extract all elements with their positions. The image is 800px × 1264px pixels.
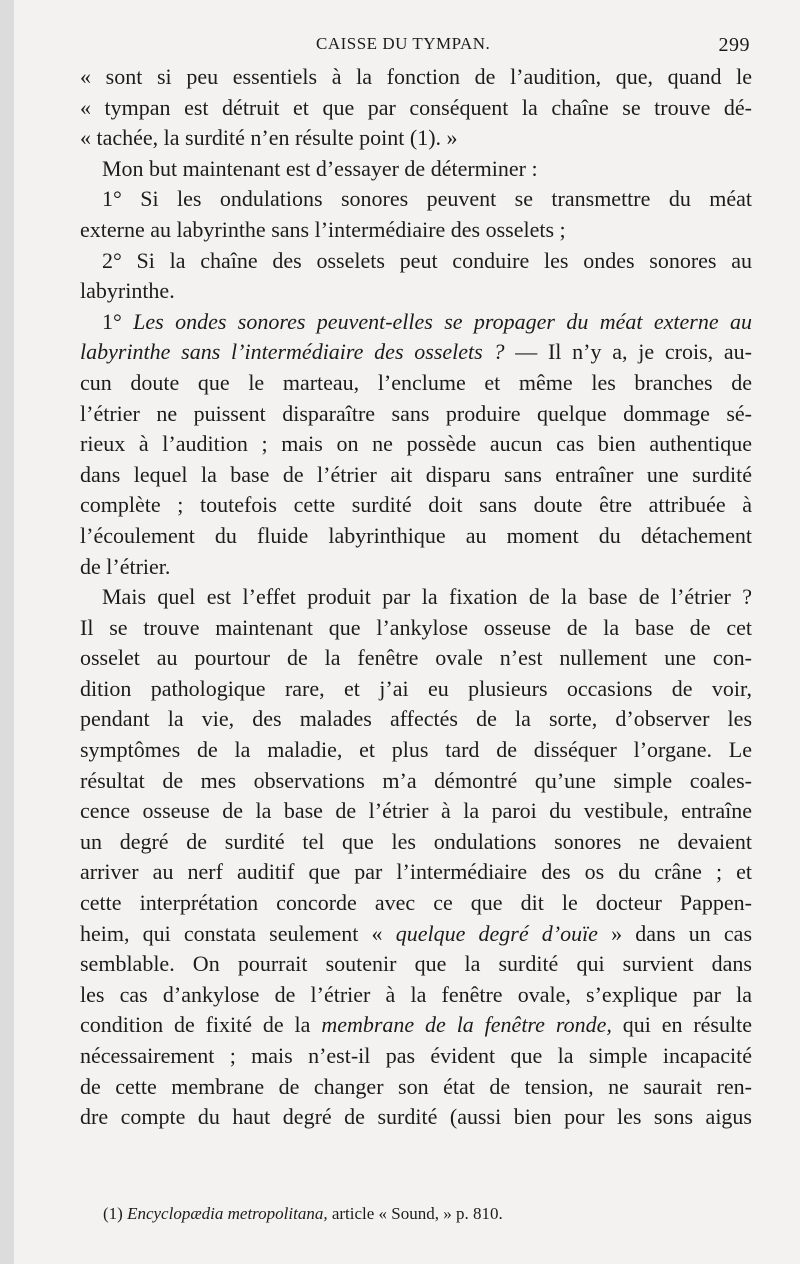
- running-head: [0, 34, 800, 60]
- text-span: heim, qui constata seulement «: [80, 920, 396, 946]
- text-line: un degré de surdité tel que les ondulations sonores ne devaient: [80, 828, 752, 854]
- footnote-title: Encyclopædia metropolitana,: [127, 1204, 328, 1223]
- text-span: — Il n’y a, je crois, au-: [504, 339, 752, 365]
- enumeration-number: 1°: [102, 308, 134, 334]
- italic-quote: quelque degré d’ouïe: [395, 920, 598, 946]
- page-number: 299: [718, 34, 750, 56]
- text-line: Il se trouve maintenant que l’ankylose osseuse de la base de cet: [80, 614, 752, 640]
- footnote-text: article « Sound, » p. 810.: [327, 1204, 503, 1223]
- text-line: l’étrier ne puissent disparaître sans produire quelque dommage sé-: [80, 400, 752, 426]
- text-line: « sont si peu essentiels à la fonction de l’audition, que, quand le: [80, 64, 752, 89]
- text-line: Mais quel est l’effet produit par la fixation de la base de l’étrier ?: [102, 584, 752, 610]
- text-line: osselet au pourtour de la fenêtre ovale n’est nullement une con-: [80, 645, 752, 671]
- text-line: de l’étrier.: [80, 553, 171, 579]
- text-line: « tympan est détruit et que par conséquent la chaîne se trouve dé-: [80, 94, 752, 120]
- text-line: rieux à l’audition ; mais on ne possède aucun cas bien authentique: [80, 431, 752, 457]
- text-line: cence osseuse de la base de l’étrier à la paroi du vestibule, entraîne: [80, 798, 752, 824]
- text-line: arriver au nerf auditif que par l’intermédiaire des os du crâne ; et: [80, 859, 752, 885]
- text-line: dans lequel la base de l’étrier ait disparu sans entraîner une surdité: [80, 461, 752, 487]
- text-span: » dans un cas: [597, 920, 753, 946]
- text-line: externe au labyrinthe sans l’intermédiaire des osselets ;: [80, 216, 566, 242]
- text-line: nécessairement ; mais n’est-il pas évident que la simple incapacité: [80, 1043, 752, 1068]
- text-line: semblable. On pourrait soutenir que la surdité qui survient dans: [80, 951, 752, 977]
- text-line: [80, 307, 752, 338]
- text-line: cun doute que le marteau, l’enclume et même les branches de: [80, 369, 752, 395]
- text-line: Mon but maintenant est d’essayer de déterminer :: [102, 155, 538, 181]
- text-line: l’écoulement du fluide labyrinthique au moment du détachement: [80, 522, 752, 548]
- text-line: pendant la vie, des malades affectés de la sorte, d’observer les: [80, 706, 752, 732]
- italic-heading: Les ondes sonores peuvent-elles se propager du méat externe au: [133, 308, 752, 334]
- text-line: résultat de mes observations m’a démontré qu’une simple coales-: [80, 767, 752, 793]
- footnote-marker: (1): [103, 1204, 128, 1223]
- text-line: [80, 337, 752, 368]
- text-line: [80, 1010, 752, 1041]
- text-span: condition de fixité de la: [80, 1012, 322, 1038]
- text-line: « tachée, la surdité n’en résulte point (1). »: [80, 125, 458, 151]
- page-gutter: [0, 0, 14, 1264]
- text-line: labyrinthe.: [80, 278, 175, 304]
- text-line: les cas d’ankylose de l’étrier à la fenêtre ovale, s’explique par la: [80, 981, 752, 1007]
- text-line: 1° Si les ondulations sonores peuvent se transmettre du méat: [102, 186, 752, 212]
- text-line: 2° Si la chaîne des osselets peut conduire les ondes sonores au: [102, 247, 752, 273]
- text-line: dition pathologique rare, et j’ai eu plusieurs occasions de voir,: [80, 675, 752, 701]
- italic-term: membrane de la fenêtre ronde,: [321, 1012, 612, 1038]
- text-line: cette interprétation concorde avec ce que dit le docteur Pappen-: [80, 890, 752, 916]
- italic-heading: labyrinthe sans l’intermédiaire des osselets ?: [80, 339, 505, 365]
- body-text: [80, 62, 752, 1133]
- text-span: qui en résulte: [611, 1012, 752, 1038]
- footnote: [103, 1204, 503, 1224]
- text-line: [80, 919, 752, 950]
- text-line: complète ; toutefois cette surdité doit sans doute être attribuée à: [80, 492, 752, 518]
- text-line: symptômes de la maladie, et plus tard de disséquer l’organe. Le: [80, 737, 752, 763]
- running-title: CAISSE DU TYMPAN.: [316, 34, 491, 53]
- text-line: de cette membrane de changer son état de tension, ne saurait ren-: [80, 1073, 752, 1099]
- text-line: dre compte du haut degré de surdité (aussi bien pour les sons aigus: [80, 1104, 752, 1130]
